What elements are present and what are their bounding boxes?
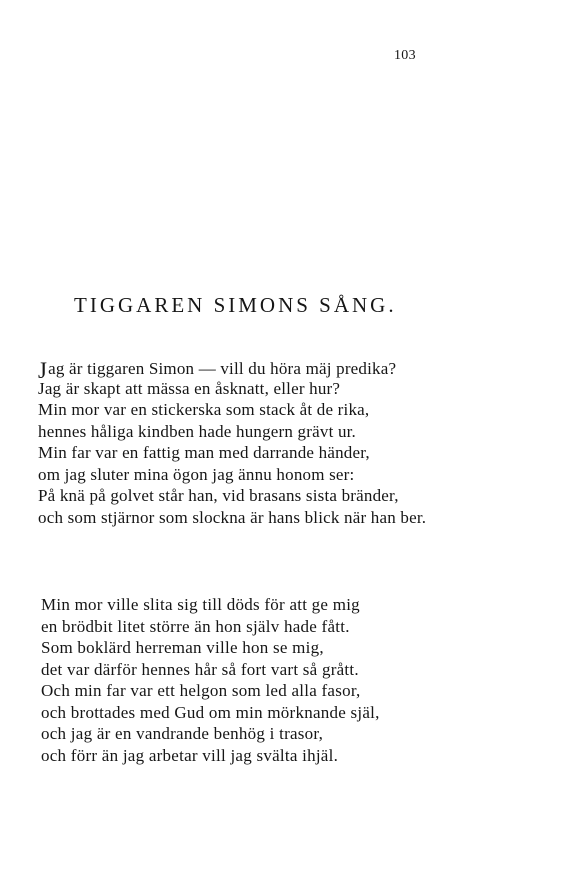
verse-line: en brödbit litet större än hon själv hade fått. bbox=[41, 616, 350, 636]
page-number: 103 bbox=[394, 48, 416, 63]
poem-title: TIGGAREN SIMONS SÅNG. bbox=[74, 293, 397, 317]
verse-line: och förr än jag arbetar vill jag svälta ihjäl. bbox=[41, 745, 339, 765]
verse-line: Som boklärd herreman ville hon se mig, bbox=[41, 638, 324, 657]
verse-line: Min far var en fattig man med darrande händer, bbox=[38, 443, 370, 462]
verse-line: och jag är en vandrande benhög i trasor, bbox=[41, 724, 324, 743]
verse-line: På knä på golvet står han, vid brasans sista bränder, bbox=[38, 486, 399, 505]
verse-line: Och min far var ett helgon som led alla fasor, bbox=[41, 681, 361, 700]
verse-line: hennes håliga kindben hade hungern grävt ur. bbox=[38, 421, 357, 441]
verse-line: om jag sluter mina ögon jag ännu honom ser: bbox=[38, 464, 355, 484]
verse-line bbox=[38, 356, 426, 383]
stanza-2 bbox=[38, 594, 380, 766]
verse-line: Jag är skapt att mässa en åsknatt, eller hur? bbox=[38, 378, 341, 398]
verse-line: Min mor var en stickerska som stack åt de rika, bbox=[38, 400, 370, 419]
verse-line: Min mor ville slita sig till döds för att ge mig bbox=[41, 595, 360, 614]
stanza-1 bbox=[38, 356, 426, 528]
verse-line: och som stjärnor som slockna är hans blick när han ber. bbox=[38, 507, 427, 527]
verse-line-text: ag är tiggaren Simon — vill du höra mäj predika? bbox=[48, 359, 397, 378]
verse-line: och brottades med Gud om min mörknande själ, bbox=[41, 702, 380, 722]
drop-initial: J bbox=[38, 358, 48, 383]
verse-line: det var därför hennes hår så fort vart så grått. bbox=[41, 659, 359, 679]
